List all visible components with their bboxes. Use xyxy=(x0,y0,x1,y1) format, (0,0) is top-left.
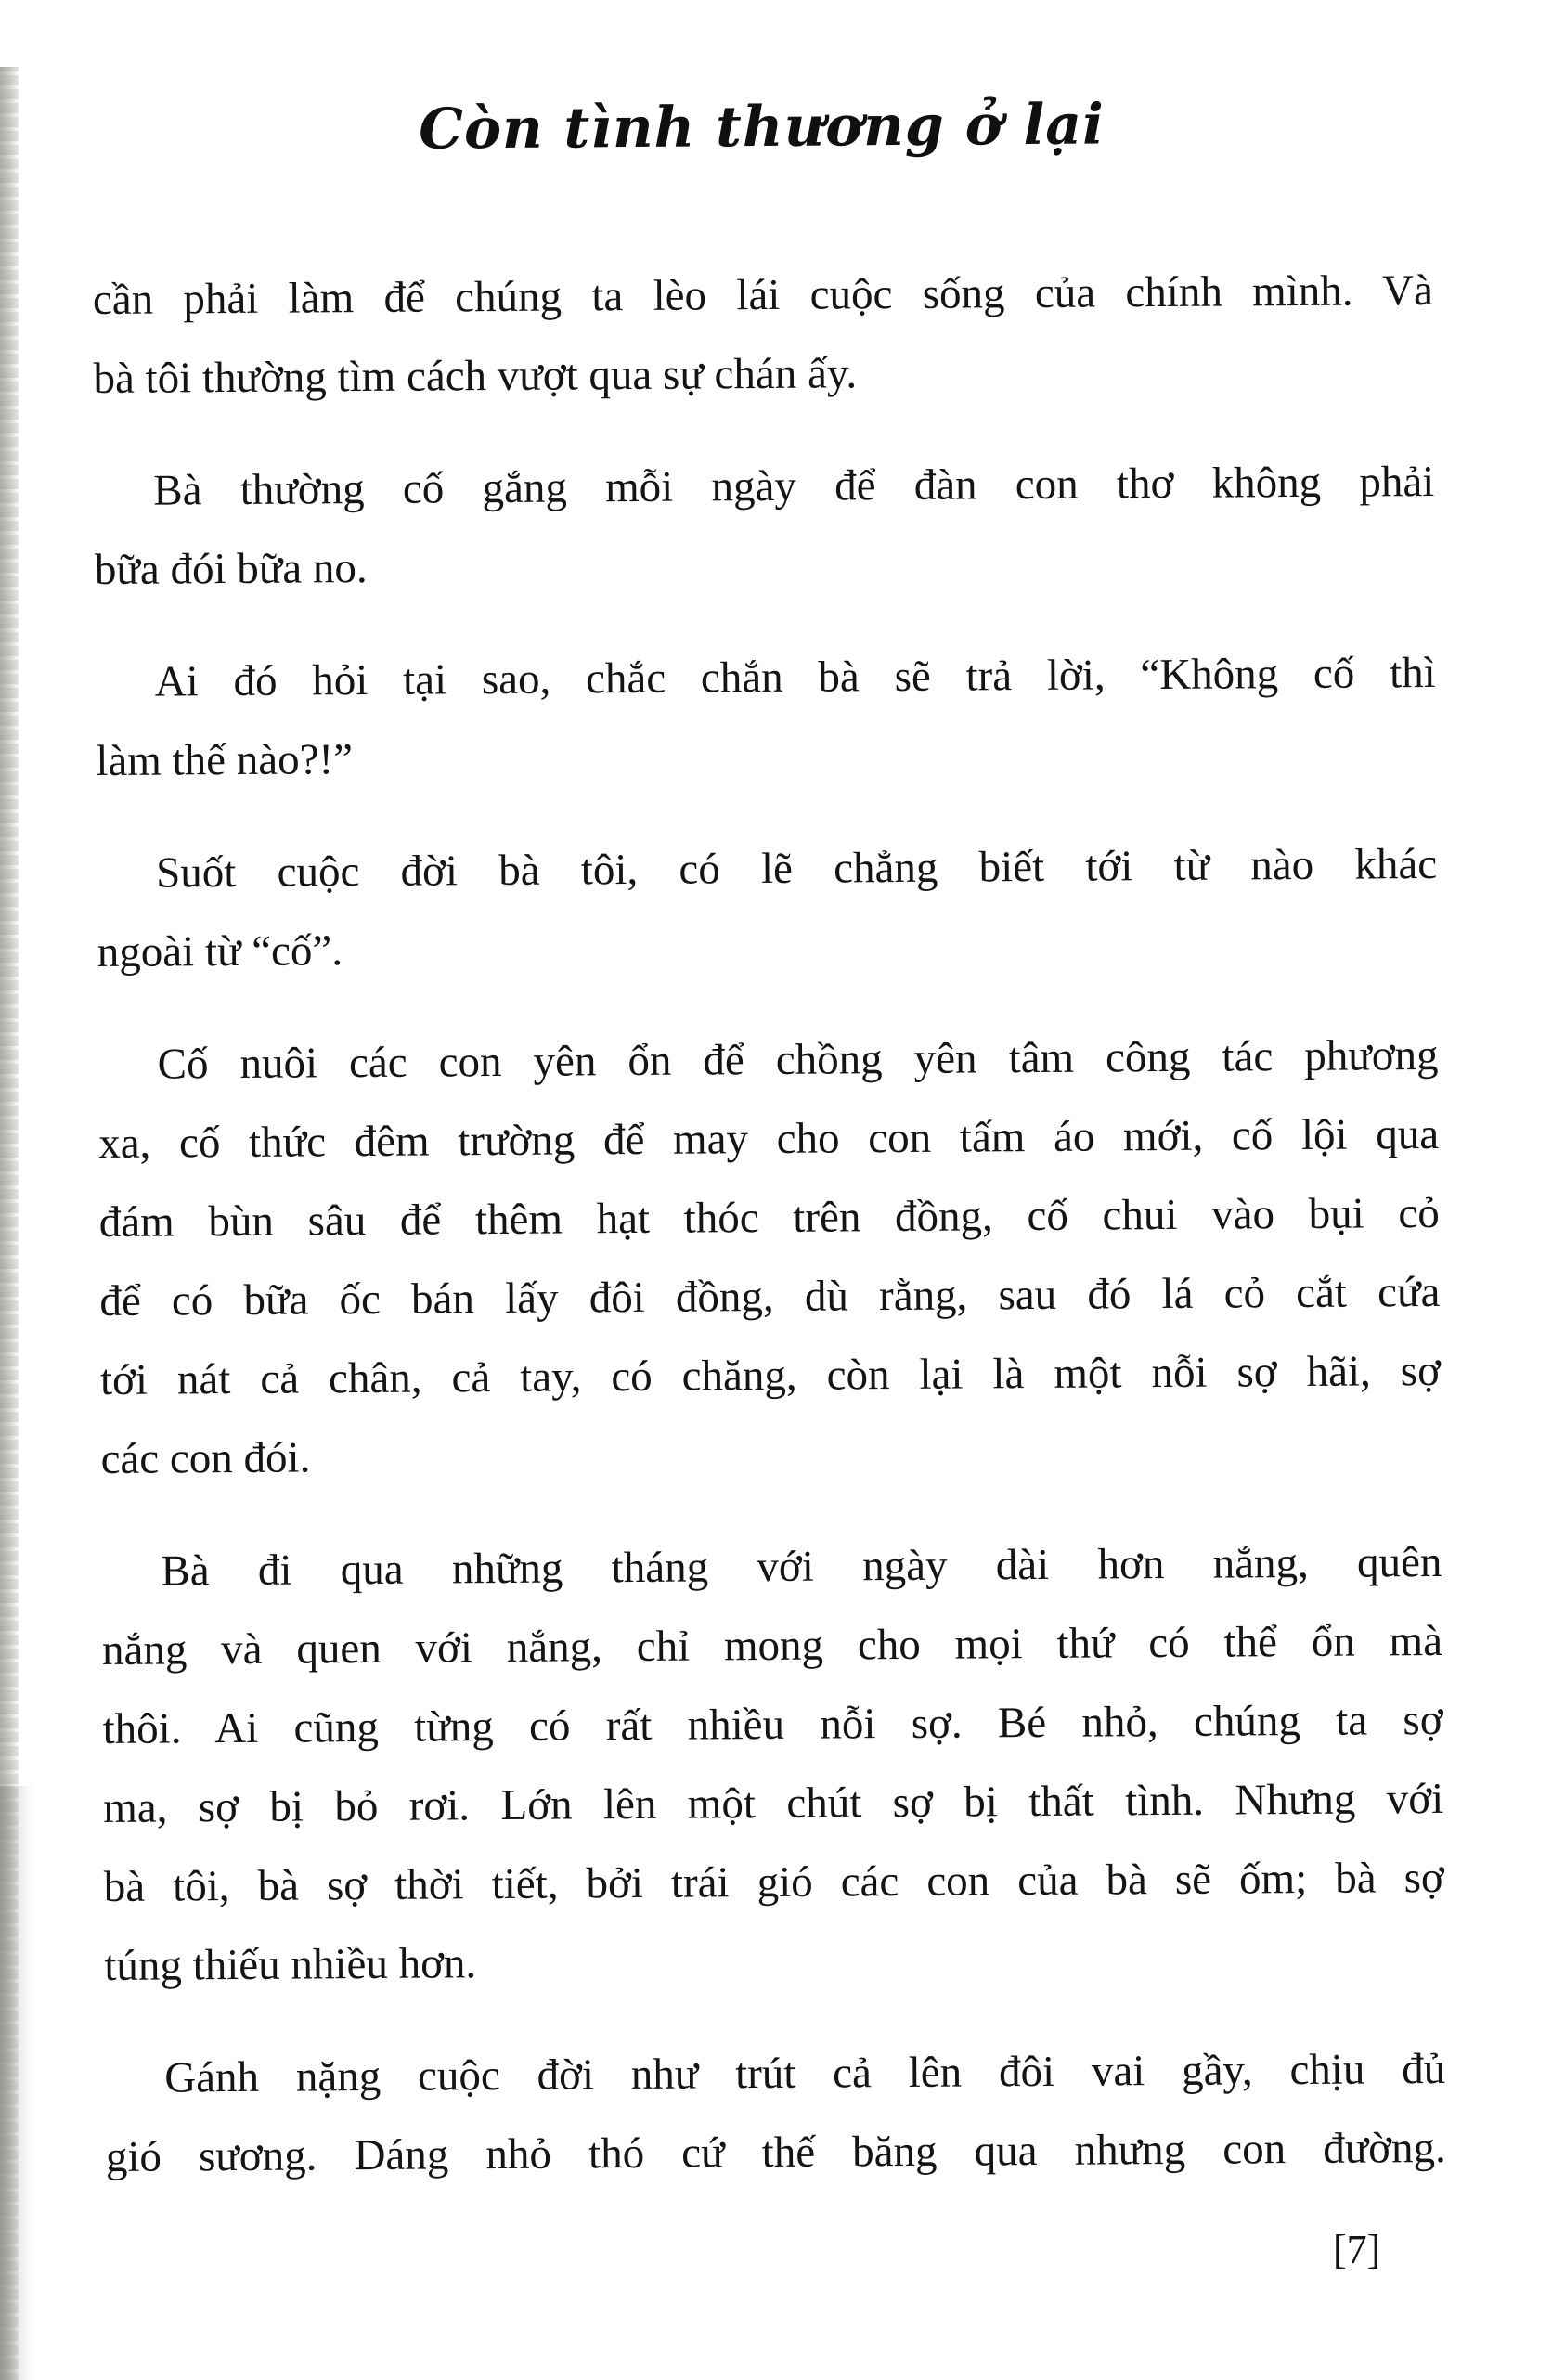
text-line: bà tôi, bà sợ thời tiết, bởi trái gió các con của bà sẽ ốm; bà sợ xyxy=(103,1853,1444,1912)
body-text xyxy=(93,252,1447,2197)
text-line: Ai đó hỏi tại sao, chắc chắn bà sẽ trả lời, “Không cố thì xyxy=(154,648,1436,706)
text-line: nắng và quen với nắng, chỉ mong cho mọi thứ có thể ổn mà xyxy=(101,1616,1443,1675)
text-line: Bà thường cố gắng mỗi ngày để đàn con thơ không phải xyxy=(153,457,1435,515)
text-line: túng thiếu nhiều hơn. xyxy=(104,1939,477,1991)
paragraph xyxy=(97,1016,1442,1499)
text-line: ma, sợ bị bỏ rơi. Lớn lên một chút sợ bị thất tình. Nhưng với xyxy=(103,1774,1444,1833)
text-line: Gánh nặng cuộc đời như trút cả lên đôi vai gầy, chịu đủ xyxy=(164,2044,1446,2102)
scan-gutter-shadow xyxy=(0,67,19,2380)
text-line: Suốt cuộc đời bà tôi, có lẽ chẳng biết tới từ nào khác xyxy=(155,839,1438,898)
text-line: làm thế nào?!” xyxy=(96,735,354,786)
page-number: [7] xyxy=(1333,2227,1381,2272)
text-line: gió sương. Dáng nhỏ thó cứ thế băng qua nhưng con đường. xyxy=(105,2123,1446,2182)
text-line: bữa đói bữa no. xyxy=(94,544,368,595)
paragraph xyxy=(95,634,1436,801)
text-line: các con đói. xyxy=(100,1433,311,1484)
text-line: để có bữa ốc bán lấy đôi đồng, dù rằng, sau đó lá cỏ cắt cứa xyxy=(99,1267,1441,1326)
paragraph xyxy=(101,1523,1445,2006)
paragraph xyxy=(94,443,1435,610)
paragraph xyxy=(97,825,1438,992)
text-line: Cố nuôi các con yên ổn để chồng yên tâm công tác phương xyxy=(157,1030,1439,1089)
text-line: cần phải làm để chúng ta lèo lái cuộc sống của chính mình. Và xyxy=(92,265,1434,325)
text-line: tới nát cả chân, cả tay, có chăng, còn lại là một nỗi sợ hãi, sợ xyxy=(99,1346,1442,1405)
chapter-title: Còn tình thương ở lại xyxy=(418,92,1106,162)
text-line: bà tôi thường tìm cách vượt qua sự chán ấy. xyxy=(93,349,858,404)
paragraph xyxy=(93,252,1434,419)
text-line: xa, cố thức đêm trường để may cho con tấm áo mới, cố lội qua xyxy=(98,1109,1440,1169)
text-line: đám bùn sâu để thêm hạt thóc trên đồng, cố chui vào bụi cỏ xyxy=(98,1188,1440,1248)
text-line: Bà đi qua những tháng với ngày dài hơn nắng, quên xyxy=(161,1537,1442,1596)
page-content xyxy=(91,0,1447,2231)
text-line: thôi. Ai cũng từng có rất nhiều nỗi sợ. Bé nhỏ, chúng ta sợ xyxy=(102,1695,1443,1754)
text-line: ngoài từ “cố”. xyxy=(97,926,343,977)
paragraph xyxy=(105,2030,1446,2197)
